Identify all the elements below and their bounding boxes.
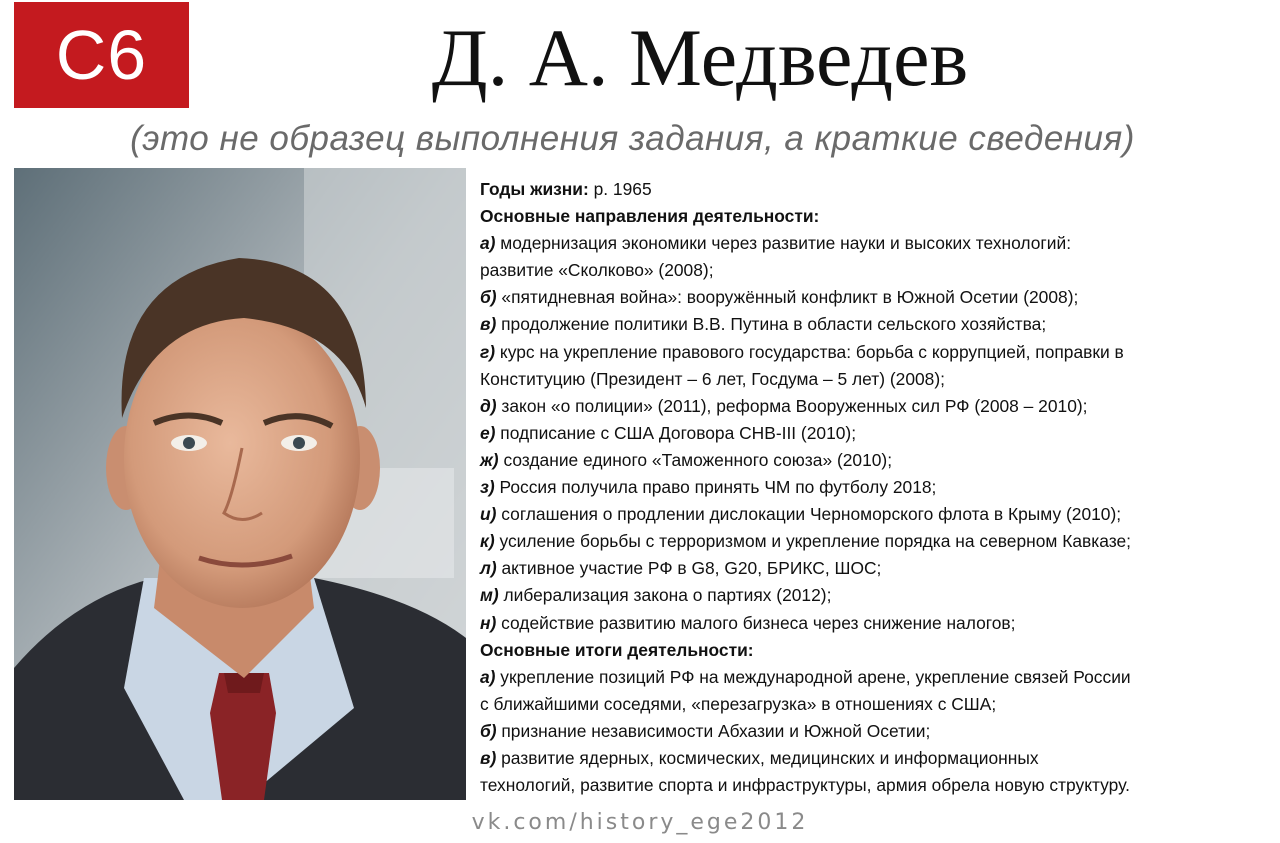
item-letter: н) bbox=[480, 612, 497, 633]
item-text: либерализация закона о партиях (2012); bbox=[498, 585, 832, 606]
item-letter: в) bbox=[480, 314, 497, 335]
item-letter: а) bbox=[480, 666, 496, 687]
list-item bbox=[480, 230, 1270, 257]
item-text: создание единого «Таможенного союза» (2010); bbox=[498, 449, 893, 470]
years-label: Годы жизни: bbox=[480, 179, 589, 199]
item-text: содействие развитию малого бизнеса через снижение налогов; bbox=[496, 612, 1016, 633]
list-item bbox=[480, 772, 1270, 799]
item-text: с ближайшими соседями, «перезагрузка» в отношениях с США; bbox=[480, 693, 997, 714]
list-item bbox=[480, 610, 1270, 637]
list-item bbox=[480, 691, 1270, 718]
item-letter: б) bbox=[480, 720, 497, 741]
results-heading: Основные итоги деятельности: bbox=[480, 639, 754, 660]
item-text: продолжение политики В.В. Путина в области сельского хозяйства; bbox=[496, 314, 1047, 335]
item-text: усиление борьбы с терроризмом и укрепление порядка на северном Кавказе; bbox=[494, 531, 1131, 552]
item-text: активное участие РФ в G8, G20, БРИКС, ШОС; bbox=[496, 558, 882, 579]
item-text: признание независимости Абхазии и Южной Осетии; bbox=[496, 720, 931, 741]
activities-list bbox=[480, 230, 1270, 636]
item-text: курс на укрепление правового государства: борьба с коррупцией, поправки в bbox=[495, 341, 1124, 362]
item-text: развитие «Сколково» (2008); bbox=[480, 260, 714, 281]
list-item bbox=[480, 501, 1270, 528]
list-item bbox=[480, 339, 1270, 366]
results-list bbox=[480, 664, 1270, 799]
list-item bbox=[480, 447, 1270, 474]
item-text: Конституцию (Президент – 6 лет, Госдума – 5 лет) (2008); bbox=[480, 368, 945, 389]
page-title: Д. А. Медведев bbox=[431, 12, 969, 103]
list-item bbox=[480, 528, 1270, 555]
item-letter: б) bbox=[480, 287, 497, 308]
list-item bbox=[480, 393, 1270, 420]
list-item bbox=[480, 582, 1270, 609]
footer-link: vk.com/history_ege2012 bbox=[471, 810, 809, 835]
section-badge: С6 bbox=[14, 2, 189, 108]
item-text: подписание с США Договора СНВ-III (2010); bbox=[495, 422, 857, 443]
portrait-illustration bbox=[14, 168, 466, 800]
years-line bbox=[480, 176, 1270, 203]
list-item bbox=[480, 420, 1270, 447]
page-subtitle: (это не образец выполнения задания, а краткие сведения) bbox=[130, 119, 1135, 158]
years-value: р. 1965 bbox=[588, 179, 652, 199]
list-item bbox=[480, 474, 1270, 501]
activities-heading: Основные направления деятельности: bbox=[480, 206, 820, 227]
info-block bbox=[480, 176, 1270, 799]
item-letter: д) bbox=[480, 395, 497, 416]
item-letter: з) bbox=[480, 477, 495, 498]
item-text: технологий, развитие спорта и инфраструктуры, армия обрела новую структуру. bbox=[480, 775, 1130, 796]
list-item bbox=[480, 257, 1270, 284]
list-item bbox=[480, 664, 1270, 691]
item-letter: а) bbox=[480, 233, 496, 254]
list-item bbox=[480, 718, 1270, 745]
item-letter: л) bbox=[480, 558, 497, 579]
list-item bbox=[480, 311, 1270, 338]
item-letter: к) bbox=[480, 531, 495, 552]
portrait-photo bbox=[14, 168, 466, 800]
item-letter: и) bbox=[480, 504, 497, 525]
item-text: развитие ядерных, космических, медицинских и информационных bbox=[496, 747, 1039, 768]
item-text: укрепление позиций РФ на международной арене, укрепление связей России bbox=[495, 666, 1131, 687]
item-text: модернизация экономики через развитие науки и высоких технологий: bbox=[495, 233, 1072, 254]
list-item bbox=[480, 745, 1270, 772]
item-letter: в) bbox=[480, 747, 497, 768]
item-text: закон «о полиции» (2011), реформа Вооруженных сил РФ (2008 – 2010); bbox=[496, 395, 1088, 416]
item-letter: е) bbox=[480, 422, 496, 443]
item-letter: ж) bbox=[480, 449, 499, 470]
item-letter: г) bbox=[480, 341, 496, 362]
list-item bbox=[480, 366, 1270, 393]
item-text: «пятидневная война»: вооружённый конфликт в Южной Осетии (2008); bbox=[496, 287, 1079, 308]
item-letter: м) bbox=[480, 585, 499, 606]
list-item bbox=[480, 555, 1270, 582]
item-text: соглашения о продлении дислокации Черноморского флота в Крыму (2010); bbox=[496, 504, 1122, 525]
list-item bbox=[480, 284, 1270, 311]
item-text: Россия получила право принять ЧМ по футболу 2018; bbox=[494, 477, 937, 498]
